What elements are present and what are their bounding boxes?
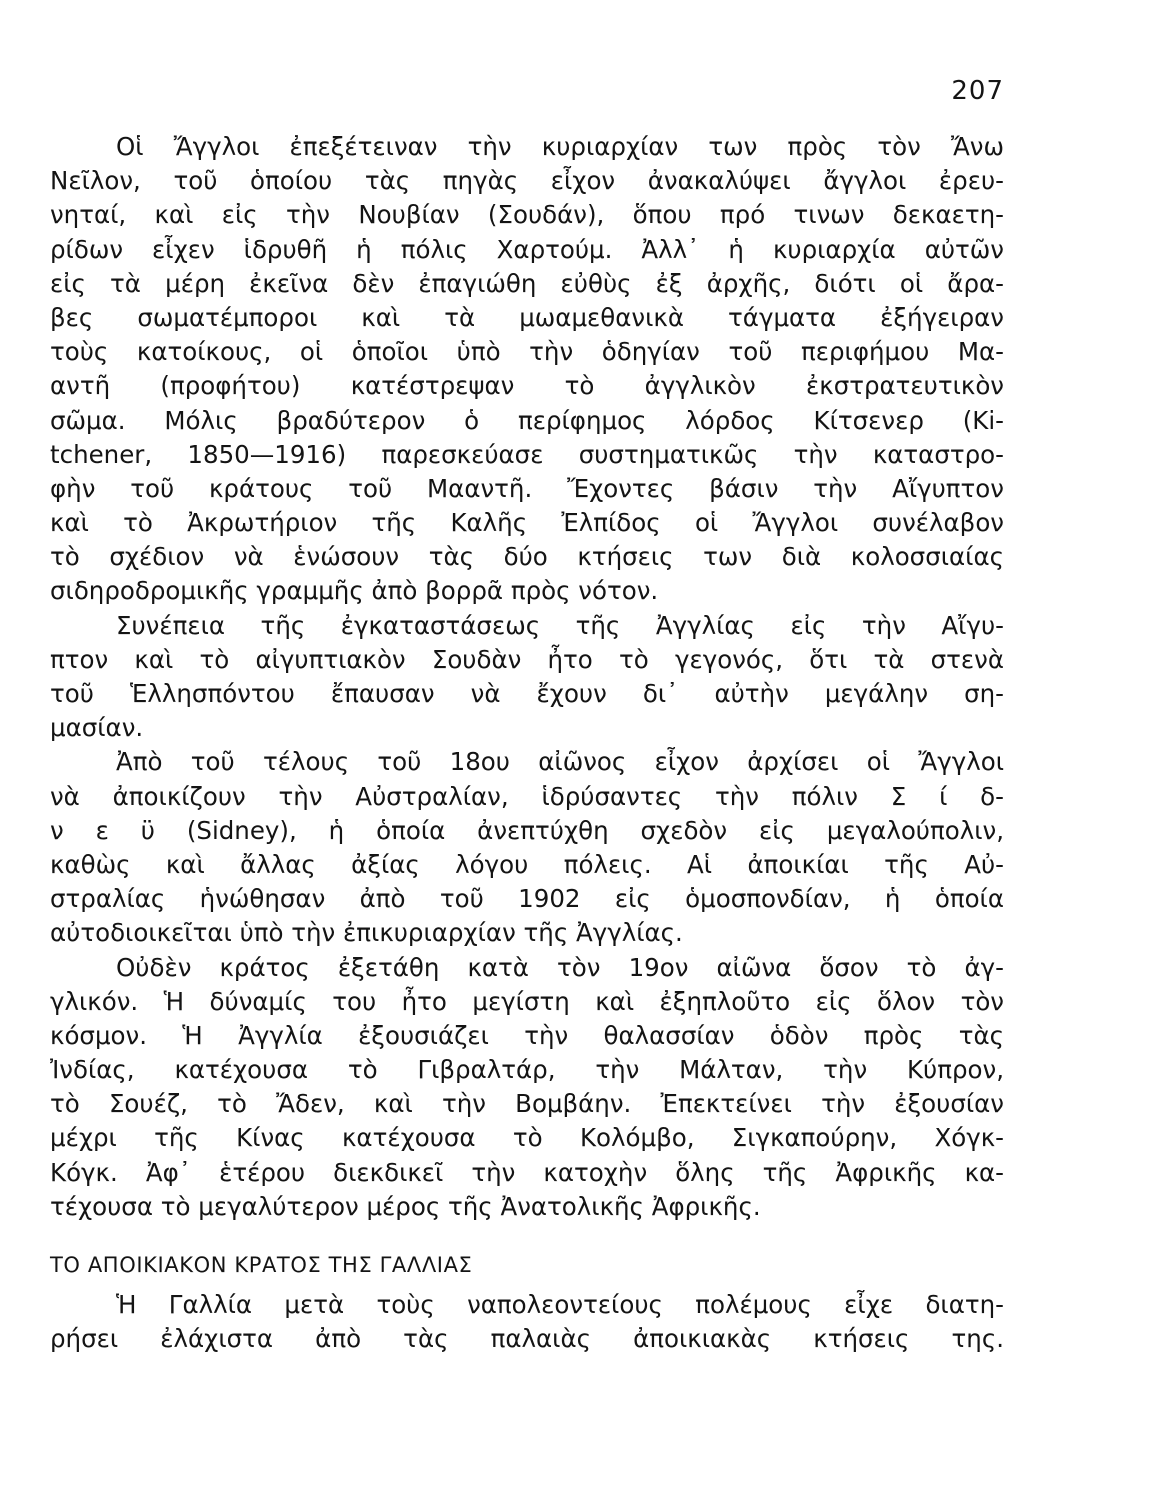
text-line: τοὺς κατοίκους, οἱ ὁποῖοι ὑπὸ τὴν ὁδηγίαν τοῦ περιφήμου Μα- [50,337,1004,367]
paragraph-australia [50,745,1004,950]
text-line: γλικόν. Ἡ δύναμίς του ἦτο μεγίστη καὶ ἐξηπλοῦτο εἰς ὅλον τὸν [50,986,1004,1016]
text-line: Οὐδὲν κράτος ἐξετάθη κατὰ τὸν 19ον αἰῶνα ὅσον τὸ ἀγ- [116,952,1004,982]
text-line: καὶ τὸ Ἀκρωτήριον τῆς Καλῆς Ἐλπίδος οἱ Ἄγγλοι συνέλαβον [50,508,1004,538]
text-line: καθὼς καὶ ἄλλας ἀξίας λόγου πόλεις. Αἱ ἀποικίαι τῆς Αὐ- [50,849,1004,879]
text-line: πτον καὶ τὸ αἰγυπτιακὸν Σουδὰν ἦτο τὸ γεγονός, ὅτι τὰ στενὰ [50,644,1004,674]
text-line: τοῦ Ἑλλησπόντου ἔπαυσαν νὰ ἔχουν δι᾽ αὐτὴν μεγάλην ση- [50,679,1004,708]
paragraph-british-empire [50,951,1004,1225]
section-heading: ΤΟ ΑΠΟΙΚΙΑΚΟΝ ΚΡΑΤΟΣ ΤΗΣ ΓΑΛΛΙΑΣ [50,1253,473,1277]
text-line: αὐτοδιοικεῖται ὑπὸ τὴν ἐπικυριαρχίαν τῆς Ἀγγλίας. [50,918,683,948]
text-line: Νεῖλον, τοῦ ὁποίου τὰς πηγὰς εἶχον ἀνακαλύψει ἄγγλοι ἐρευ- [50,166,1004,196]
text-line: τέχουσα τὸ μεγαλύτερον μέρος τῆς Ἀνατολικῆς Ἀφρικῆς. [50,1191,761,1221]
text-line: τὸ Σουέζ, τὸ Ἄδεν, καὶ τὴν Βομβάην. Ἐπεκτείνει τὴν ἐξουσίαν [50,1089,1004,1119]
text-line: μασίαν. [50,713,144,743]
text-line: ν ε ϋ (Sidney), ἡ ὁποία ἀνεπτύχθη σχεδὸν εἰς μεγαλούπολιν, [50,815,1004,845]
text-line: φὴν τοῦ κράτους τοῦ Μααντῆ. Ἔχοντες βάσιν τὴν Αἴγυπτον [50,473,1004,503]
text-line: Οἱ Ἄγγλοι ἐπεξέτειναν τὴν κυριαρχίαν των πρὸς τὸν Ἄνω [116,132,1004,161]
text-line: Ἀπὸ τοῦ τέλους τοῦ 18ου αἰῶνος εἶχον ἀρχίσει οἱ Ἄγγλοι [116,747,1004,777]
paragraph-british-nile [50,130,1004,609]
text-line: νὰ ἀποικίζουν τὴν Αὐστραλίαν, ἱδρύσαντες τὴν πόλιν Σ ί δ- [50,781,1004,811]
page-number: 207 [951,76,1004,106]
text-line: εἰς τὰ μέρη ἐκεῖνα δὲν ἐπαγιώθη εὐθὺς ἐξ ἀρχῆς, διότι οἱ ἄρα- [50,268,1004,298]
paragraph-france [50,1288,1004,1356]
text-line: Συνέπεια τῆς ἐγκαταστάσεως τῆς Ἀγγλίας εἰς τὴν Αἴγυ- [116,610,1004,640]
text-line: σιδηροδρομικῆς γραμμῆς ἀπὸ βορρᾶ πρὸς νότον. [50,576,659,606]
text-line: αντῆ (προφήτου) κατέστρεψαν τὸ ἀγγλικὸν ἐκστρατευτικὸν [50,371,1004,401]
text-line: νηταί, καὶ εἰς τὴν Νουβίαν (Σουδάν), ὅπου πρό τινων δεκαετη- [50,200,1004,230]
text-line: βες σωματέμποροι καὶ τὰ μωαμεθανικὰ τάγματα ἐξήγειραν [50,302,1004,332]
text-line: ρήσει ἐλάχιστα ἀπὸ τὰς παλαιὰς ἀποικιακὰς κτήσεις της. [50,1324,1004,1354]
text-line: σῶμα. Μόλις βραδύτερον ὁ περίφημος λόρδος Κίτσενερ (Ki- [50,405,1004,435]
text-line: κόσμον. Ἡ Ἀγγλία ἐξουσιάζει τὴν θαλασσίαν ὁδὸν πρὸς τὰς [50,1020,1004,1050]
text-line: Ἰνδίας, κατέχουσα τὸ Γιβραλτάρ, τὴν Μάλταν, τὴν Κύπρον, [50,1055,1004,1085]
text-line: Κόγκ. Ἀφ᾽ ἑτέρου διεκδικεῖ τὴν κατοχὴν ὅλης τῆς Ἀφρικῆς κα- [50,1157,1004,1187]
text-line: tchener, 1850—1916) παρεσκεύασε συστηματικῶς τὴν καταστρο- [50,439,1004,469]
paragraph-dardanelles [50,609,1004,746]
text-line: Ἡ Γαλλία μετὰ τοὺς ναπολεοντείους πολέμους εἶχε διατη- [116,1290,1004,1319]
text-line: τὸ σχέδιον νὰ ἑνώσουν τὰς δύο κτήσεις των διὰ κολοσσιαίας [50,542,1004,572]
text-line: μέχρι τῆς Κίνας κατέχουσα τὸ Κολόμβο, Σιγκαπούρην, Χόγκ- [50,1123,1004,1153]
text-line: ρίδων εἶχεν ἱδρυθῆ ἡ πόλις Χαρτούμ. Ἀλλ᾽ ἡ κυριαρχία αὐτῶν [50,234,1004,264]
body-text [50,130,1004,1356]
text-line: στραλίας ἡνώθησαν ἀπὸ τοῦ 1902 εἰς ὁμοσπονδίαν, ἡ ὁποία [50,884,1004,914]
